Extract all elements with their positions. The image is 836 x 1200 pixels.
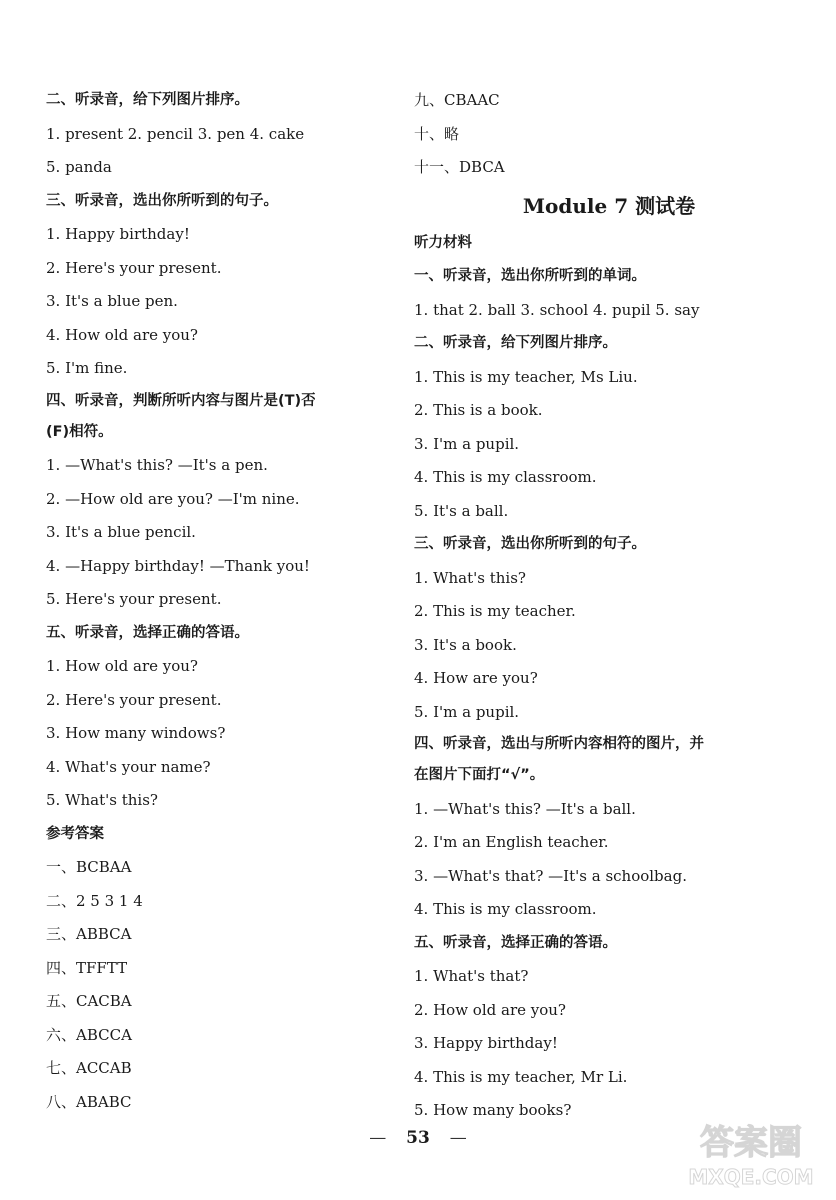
right-bottom-line-8: 4. This is my classroom. xyxy=(414,468,597,486)
left-line-29: 六、ABCCA xyxy=(46,1025,132,1044)
right-bottom-line-25: 3. Happy birthday! xyxy=(414,1034,558,1052)
footer-dash-left: — xyxy=(369,1128,387,1148)
left-line-18: 1. How old are you? xyxy=(46,657,198,675)
page-number: 53 xyxy=(406,1128,430,1148)
right-bottom-line-16: 四、听录音，选出与所听内容相符的图片，并 xyxy=(414,736,704,752)
right-bottom-line-11: 1. What's this? xyxy=(414,568,526,587)
left-line-22: 5. What's this? xyxy=(46,791,158,809)
left-line-28: 五、CACBA xyxy=(46,992,132,1010)
left-line-16: 5. Here's your present. xyxy=(46,590,222,608)
left-line-20: 3. How many windows? xyxy=(46,724,226,742)
left-line-26: 三、ABBCA xyxy=(46,925,132,943)
left-line-6: 2. Here's your present. xyxy=(46,258,222,277)
left-line-7: 3. It's a blue pen. xyxy=(46,292,178,310)
module-title: Module 7 测试卷 xyxy=(522,193,696,218)
right-bottom-line-10: 三、听录音，选出你所听到的句子。 xyxy=(414,536,646,552)
right-bottom-line-6: 2. This is a book. xyxy=(414,401,543,419)
right-bottom-line-15: 5. I'm a pupil. xyxy=(414,702,520,721)
left-line-30: 七、ACCAB xyxy=(46,1059,132,1077)
left-line-8: 4. How old are you? xyxy=(46,325,198,344)
left-line-24: 一、BCBAA xyxy=(46,858,132,876)
right-bottom-line-2: 一、听录音，选出你所听到的单词。 xyxy=(414,268,646,284)
right-bottom-line-22: 五、听录音，选择正确的答语。 xyxy=(414,934,617,951)
right-bottom-line-7: 3. I'm a pupil. xyxy=(414,434,520,453)
left-line-3: 5. panda xyxy=(46,158,112,176)
right-bottom-line-20: 3. —What's that? —It's a schoolbag. xyxy=(414,866,687,885)
left-line-14: 3. It's a blue pencil. xyxy=(46,523,196,541)
left-line-31: 八、ABABC xyxy=(46,1092,132,1111)
right-bottom-line-13: 3. It's a book. xyxy=(414,635,517,654)
right-bottom-line-1: 听力材料 xyxy=(414,234,472,251)
left-line-12: 1. —What's this? —It's a pen. xyxy=(46,456,268,474)
left-line-27: 四、TFFTT xyxy=(46,958,128,977)
watermark-logo-icon xyxy=(676,1112,826,1192)
watermark-text: MXQE.COM xyxy=(688,1165,814,1189)
left-line-9: 5. I'm fine. xyxy=(46,359,128,377)
right-top-line-2: 十、略 xyxy=(414,124,460,143)
right-bottom-line-23: 1. What's that? xyxy=(414,967,529,985)
right-bottom-line-19: 2. I'm an English teacher. xyxy=(414,833,609,851)
right-bottom-line-3: 1. that 2. ball 3. school 4. pupil 5. say xyxy=(414,300,700,319)
left-line-10: 四、听录音，判断所听内容与图片是(T)否 xyxy=(46,392,316,409)
right-bottom-line-26: 4. This is my teacher, Mr Li. xyxy=(414,1067,628,1086)
right-answers-continued xyxy=(414,84,804,185)
module-7-content xyxy=(414,227,804,1128)
left-line-15: 4. —Happy birthday! —Thank you! xyxy=(46,556,310,575)
left-line-21: 4. What's your name? xyxy=(46,757,211,776)
right-top-line-1: 九、CBAAC xyxy=(414,91,500,109)
left-line-5: 1. Happy birthday! xyxy=(46,225,190,243)
left-line-1: 二、听录音，给下列图片排序。 xyxy=(46,92,249,108)
left-line-11: (F)相符。 xyxy=(46,423,113,440)
right-bottom-line-27: 5. How many books? xyxy=(414,1101,572,1119)
left-line-19: 2. Here's your present. xyxy=(46,690,222,709)
right-bottom-line-9: 5. It's a ball. xyxy=(414,501,509,520)
right-bottom-line-24: 2. How old are you? xyxy=(414,1000,566,1019)
right-bottom-line-14: 4. How are you? xyxy=(414,669,538,687)
right-column xyxy=(414,84,804,1128)
left-line-13: 2. —How old are you? —I'm nine. xyxy=(46,489,300,508)
left-line-17: 五、听录音，选择正确的答语。 xyxy=(46,624,249,641)
left-line-25: 二、2 5 3 1 4 xyxy=(46,891,143,910)
right-top-line-3: 十一、DBCA xyxy=(414,158,505,176)
svg-text:答案圈: 答案圈 xyxy=(700,1123,802,1163)
right-bottom-line-17: 在图片下面打“√”。 xyxy=(414,767,545,783)
right-bottom-line-4: 二、听录音，给下列图片排序。 xyxy=(414,335,617,351)
left-line-4: 三、听录音，选出你所听到的句子。 xyxy=(46,192,278,209)
right-bottom-line-18: 1. —What's this? —It's a ball. xyxy=(414,799,636,818)
right-bottom-line-12: 2. This is my teacher. xyxy=(414,602,576,620)
right-bottom-line-21: 4. This is my classroom. xyxy=(414,900,597,918)
left-line-2: 1. present 2. pencil 3. pen 4. cake xyxy=(46,124,305,143)
left-column xyxy=(46,84,396,1119)
left-line-23: 参考答案 xyxy=(46,825,104,842)
right-bottom-line-5: 1. This is my teacher, Ms Liu. xyxy=(414,367,638,386)
footer-dash-right: — xyxy=(449,1128,467,1148)
